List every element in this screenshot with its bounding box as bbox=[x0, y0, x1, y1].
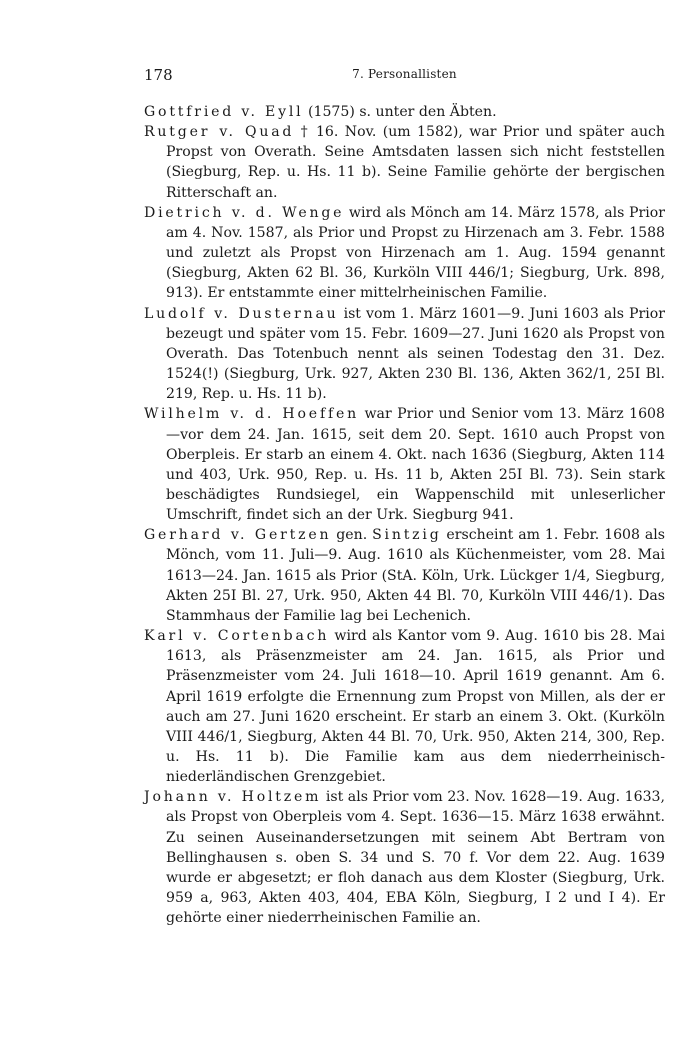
name-connector: gen. bbox=[331, 527, 373, 544]
list-entry bbox=[144, 122, 665, 203]
list-entry bbox=[144, 626, 665, 787]
entry-text: wird als Kantor vom 9. Aug. 1610 bis 28. Mai 1613, als Präsenzmeister am 24. Jan. 1615, als Prior und Präsenzmeister vom 24. Juli 1618—10. April 1619 genannt. Am 6. April 1619 erfolgte die Ernennung zum Propst von Millen, als der er auch am 27. Juni 1620 erscheint. Er starb an einem 3. Okt. (Kurköln VIII 446/1, Siegburg, Akten 44 Bl. 70, Urk. 950, Akten 214, 300, Rep. u. Hs. 11 b). Die Familie kam aus dem niederrheinisch-niederländischen Grenzgebiet. bbox=[166, 628, 665, 786]
entry-text: war Prior und Senior vom 13. März 1608—vor dem 24. Jan. 1615, seit dem 20. Sept. 1610 auch Propst von Oberpleis. Er starb an einem 4. Okt. nach 1636 (Siegburg, Akten 114 und 403, Urk. 950, Rep. u. Hs. 11 b, Akten 25I Bl. 73). Sein stark beschädigtes Rundsiegel, ein Wappenschild mit unleserlicher Umschrift, findet sich an der Urk. Siegburg 941. bbox=[166, 406, 665, 524]
person-name: Gottfried v. Eyll bbox=[144, 104, 304, 120]
page-header bbox=[144, 66, 665, 88]
list-entry bbox=[144, 203, 665, 304]
running-title: 7. Personallisten bbox=[352, 67, 457, 81]
entry-text: wird als Mönch am 14. März 1578, als Prior am 4. Nov. 1587, als Prior und Propst zu Hirzenach am 3. Febr. 1588 und zuletzt als Propst von Hirzenach am 1. Aug. 1594 genannt (Siegburg, Akten 62 Bl. 36, Kurköln VIII 446/1; Siegburg, Urk. 898, 913). Er entstammte einer mittelrheinischen Familie. bbox=[166, 204, 665, 302]
list-entry bbox=[144, 525, 665, 626]
person-name: Gerhard v. Gertzen bbox=[144, 527, 332, 544]
list-entry bbox=[144, 787, 665, 928]
person-name: Karl v. Cortenbach bbox=[144, 628, 330, 645]
page-number: 178 bbox=[144, 66, 173, 84]
person-name: Ludolf v. Dusternau bbox=[144, 305, 339, 322]
person-name: Wilhelm v. d. Hoeffen bbox=[144, 406, 359, 423]
person-name: Rutger v. Quad bbox=[144, 124, 295, 141]
entry-text: (1575) s. unter den Äbten. bbox=[303, 104, 497, 120]
list-entry bbox=[144, 102, 665, 122]
entry-text: ist vom 1. März 1601—9. Juni 1603 als Prior bezeugt und später vom 15. Febr. 1609—27. Juni 1620 als Propst von Overath. Das Totenbuch nennt als seinen Todestag den 31. Dez. 1524(!) (Siegburg, Urk. 927, Akten 230 Bl. 136, Akten 362/1, 25I Bl. 219, Rep. u. Hs. 11 b). bbox=[166, 305, 665, 403]
list-entry bbox=[144, 404, 665, 525]
personnel-list bbox=[144, 102, 665, 928]
person-name: Johann v. Holtzem bbox=[144, 789, 322, 806]
entry-text: † 16. Nov. (um 1582), war Prior und später auch Propst von Overath. Seine Amtsdaten lassen sich nicht feststellen (Siegburg, Rep. u. Hs. 11 b). Seine Familie gehörte der bergischen Ritterschaft an. bbox=[166, 124, 666, 201]
person-name: Dietrich v. d. Wenge bbox=[144, 204, 345, 221]
entry-text: erscheint am 1. Febr. 1608 als Mönch, vom 11. Juli—9. Aug. 1610 als Küchenmeister, vom 28. Mai 1613—24. Jan. 1615 als Prior (StA. Köln, Urk. Lückger 1/4, Siegburg, Akten 25I Bl. 27, Urk. 950, Akten 44 Bl. 70, Kurköln VIII 446/1). Das Stammhaus der Familie lag bei Lechenich. bbox=[166, 527, 666, 624]
list-entry bbox=[144, 304, 665, 405]
person-alias: Sintzig bbox=[372, 527, 442, 544]
entry-text: ist als Prior vom 23. Nov. 1628—19. Aug. 1633, als Propst von Oberpleis vom 4. Sept. 1636—15. März 1638 erwähnt. Zu seinen Auseinandersetzungen mit seinem Abt Bertram von Bellinghausen s. oben S. 34 und S. 70 f. Vor dem 22. Aug. 1639 wurde er abgesetzt; er floh danach aus dem Kloster (Siegburg, Urk. 959 a, 963, Akten 403, 404, EBA Köln, Siegburg, I 2 und I 4). Er gehörte einer niederrheinischen Familie an. bbox=[166, 789, 665, 927]
